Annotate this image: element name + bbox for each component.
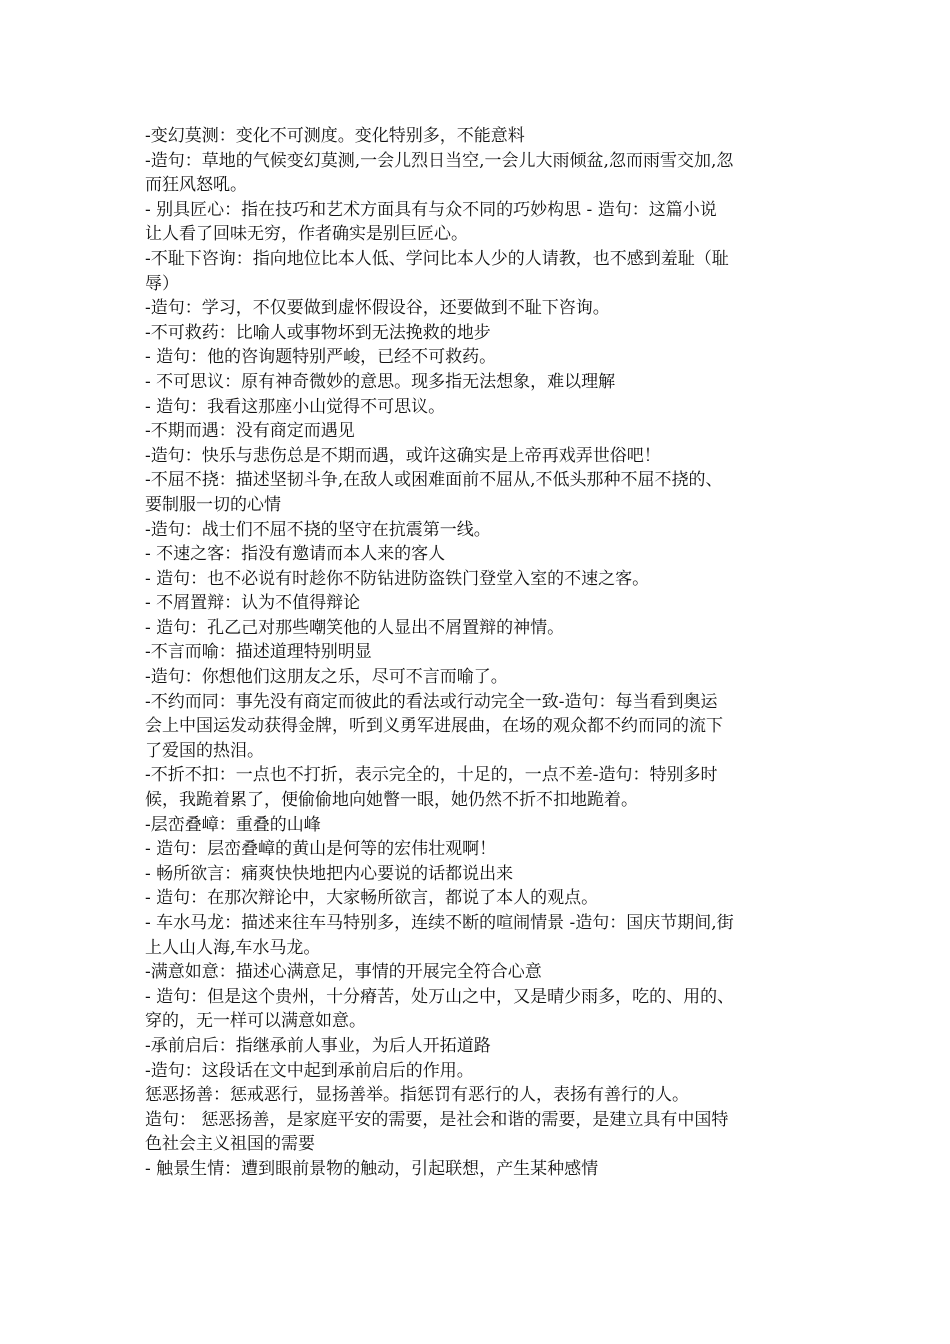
text-line: 惩恶扬善：惩戒恶行，显扬善举。指惩罚有恶行的人，表扬有善行的人。 [145,1085,689,1106]
text-line: 候，我跪着累了，便偷偷地向她瞥一眼，她仍然不折不扣地跪着。 [145,790,638,811]
text-line: -造句：战士们不屈不挠的坚守在抗震第一线。 [145,519,491,540]
text-line: - 车水马龙：描述来往车马特别多，连续不断的喧闹情景 -造句：国庆节期间,街 [145,913,734,933]
text-line: 造句： 惩恶扬善，是家庭平安的需要，是社会和谐的需要，是建立具有中国特 [145,1109,729,1130]
text-line: -不约而同：事先没有商定而彼此的看法或行动完全一致-造句：每当看到奥运 [145,691,718,712]
text-line: - 畅所欲言：痛爽快快地把内心要说的话都说出来 [145,863,514,884]
text-line: -造句：学习，不仅要做到虚怀假设谷，还要做到不耻下咨询。 [145,298,610,319]
text-line: -造句：你想他们这朋友之乐，尽可不言而喻了。 [145,667,508,688]
text-line: - 造句：我看这那座小山觉得不可思议。 [145,396,446,417]
idiom-list [145,124,815,1182]
text-line: - 不速之客：指没有邀请而本人来的客人 [145,544,446,565]
text-line: - 不屑置辩：认为不值得辩论 [145,593,361,614]
text-line: -不言而喻：描述道理特别明显 [145,642,372,663]
text-line: -不耻下咨询：指向地位比本人低、学问比本人少的人请教，也不感到羞耻（耻 [145,248,729,269]
text-line: - 造句：他的咨询题特别严峻，已经不可救药。 [145,347,497,368]
text-line: -不可救药：比喻人或事物坏到无法挽救的地步 [145,322,491,343]
text-line: 要制服一切的心情 [145,494,281,515]
text-line: 让人看了回味无穷，作者确实是别巨匠心。 [145,224,468,245]
text-line: -变幻莫测：变化不可测度。变化特别多，不能意料 [145,126,525,146]
text-line: 而狂风怒吼。 [145,175,247,196]
text-line: 色社会主义祖国的需要 [145,1134,315,1155]
text-line: -造句：这段话在文中起到承前启后的作用。 [145,1060,474,1081]
text-line: -层峦叠嶂：重叠的山峰 [145,814,321,835]
text-line: -满意如意：描述心满意足，事情的开展完全符合心意 [145,962,542,983]
text-line: - 别具匠心：指在技巧和艺术方面具有与众不同的巧妙构思 - 造句：这篇小说 [145,199,717,220]
text-line: -不期而遇：没有商定而遇见 [145,421,355,442]
text-line: -造句：草地的气候变幻莫测,一会儿烈日当空,一会儿大雨倾盆,忽而雨雪交加,忽 [145,150,734,171]
text-line: 会上中国运发动获得金牌，听到义勇军进展曲，在场的观众都不约而同的流下 [145,716,723,737]
text-line: - 造句：也不必说有时趁你不防钻进防盗铁门登堂入室的不速之客。 [145,568,650,589]
text-line: - 造句：层峦叠嶂的黄山是何等的宏伟壮观啊！ [145,839,497,860]
text-line: -造句：快乐与悲伤总是不期而遇，或许这确实是上帝再戏弄世俗吧！ [145,445,661,466]
text-line: - 造句：但是这个贵州，十分瘠苦，处万山之中，又是晴少雨多，吃的、用的、 [145,986,735,1007]
text-line: 了爱国的热泪。 [145,740,264,761]
text-line: - 触景生情：遭到眼前景物的触动，引起联想，产生某种感情 [145,1158,599,1179]
text-line: - 不可思议：原有神奇微妙的意思。现多指无法想象，难以理解 [145,371,616,392]
text-line: 上人山人海,车水马龙。 [145,937,321,958]
text-line: 辱） [145,273,179,294]
text-line: 穿的，无一样可以满意如意。 [145,1011,366,1032]
text-line: - 造句：在那次辩论中，大家畅所欲言，都说了本人的观点。 [145,888,599,909]
text-line: -承前启后：指继承前人事业，为后人开拓道路 [145,1035,491,1056]
text-line: -不折不扣：一点也不打折，表示完全的，十足的，一点不差-造句：特别多时 [145,765,718,786]
text-line: - 造句：孔乙己对那些嘲笑他的人显出不屑置辩的神情。 [145,617,565,638]
text-line: -不屈不挠：描述坚韧斗争,在敌人或困难面前不屈从,不低头那种不屈不挠的、 [145,470,723,491]
